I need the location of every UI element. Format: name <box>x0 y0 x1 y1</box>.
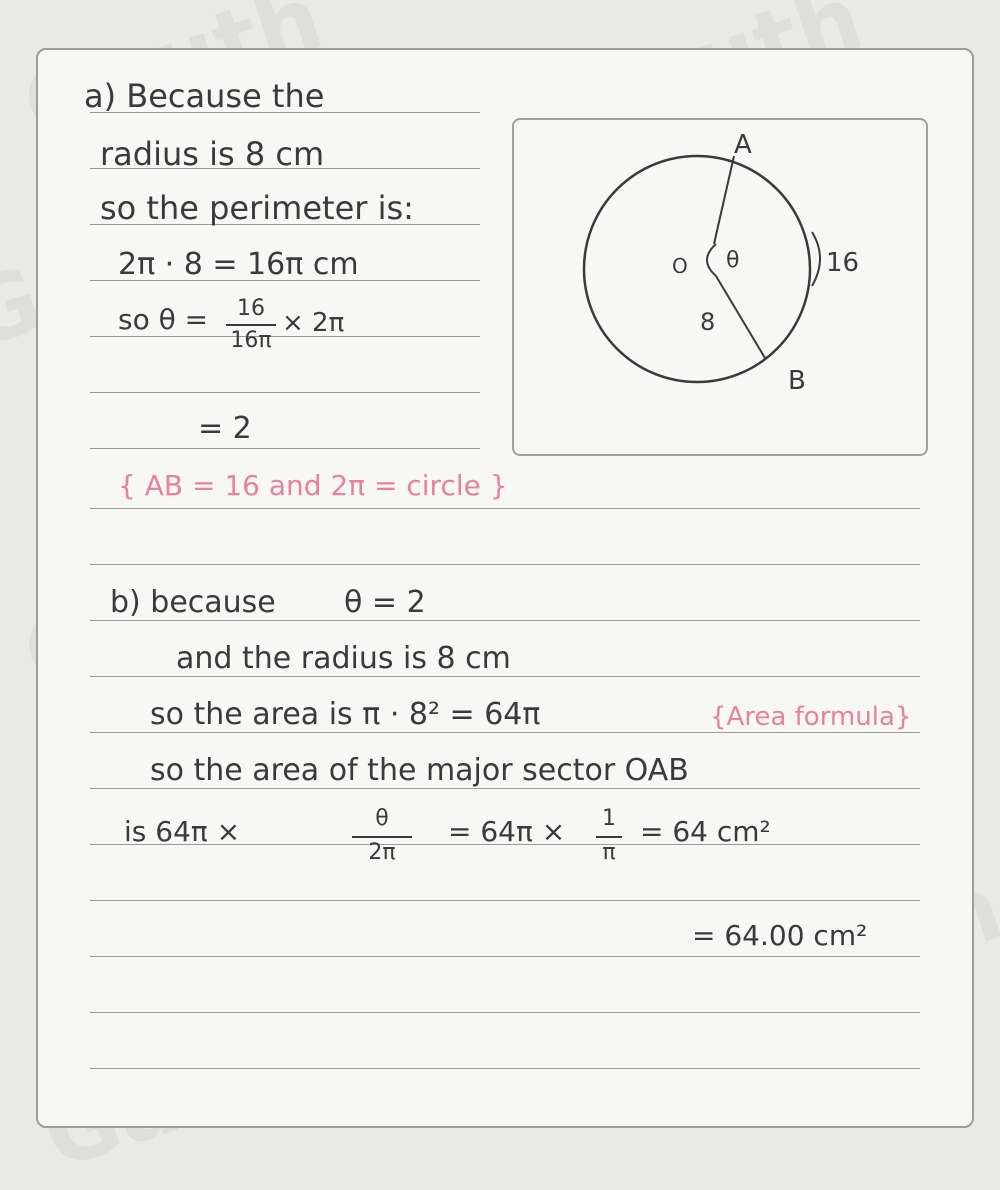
fraction-denominator: 16π <box>230 328 272 353</box>
fraction-bar <box>352 836 412 838</box>
part-b-line-5-result: = 64 cm² <box>640 815 771 848</box>
fraction-denominator: π <box>602 840 616 865</box>
ruled-line <box>90 448 480 449</box>
part-b-line-2: and the radius is 8 cm <box>176 641 511 676</box>
ruled-line <box>90 1068 920 1069</box>
part-a-line-4: 2π · 8 = 16π cm <box>118 247 359 282</box>
part-a-line-1: a) Because the <box>84 77 325 115</box>
ruled-line <box>90 676 920 677</box>
figure-box <box>512 118 928 456</box>
part-b-line-5-mid: = 64π × <box>448 815 566 848</box>
point-label-A: A <box>734 130 752 160</box>
point-label-B: B <box>788 366 806 396</box>
fraction-numerator: 16 <box>237 296 265 321</box>
ruled-line <box>90 788 920 789</box>
part-b-line-6: = 64.00 cm² <box>692 919 868 952</box>
ruled-line <box>90 564 920 565</box>
ruled-line <box>90 900 920 901</box>
part-a-line-2: radius is 8 cm <box>100 135 325 173</box>
fraction-denominator: 2π <box>368 840 396 865</box>
ruled-line <box>90 620 920 621</box>
ruled-line <box>90 392 480 393</box>
fraction-numerator: 1 <box>602 806 616 831</box>
ruled-line <box>90 1012 920 1013</box>
point-label-O: O <box>672 254 688 278</box>
ruled-line <box>90 732 920 733</box>
part-a-note: { AB = 16 and 2π = circle } <box>118 469 508 502</box>
part-a-line-3: so the perimeter is: <box>100 189 414 227</box>
part-a-line-5-prefix: so θ = <box>118 303 209 336</box>
part-a-line-6: = 2 <box>198 411 252 446</box>
part-b-line-1-value: θ = 2 <box>344 585 426 620</box>
part-b-line-1-prefix: b) because <box>110 585 276 620</box>
part-b-line-3-note: {Area formula} <box>710 702 912 732</box>
fraction-numerator: θ <box>375 806 389 831</box>
part-b-line-4: so the area of the major sector OAB <box>150 753 689 788</box>
radius-length-label: 8 <box>700 308 716 336</box>
ruled-line <box>90 508 920 509</box>
angle-label-theta: θ <box>726 248 740 273</box>
fraction-bar <box>226 324 276 326</box>
part-b-line-5-prefix: is 64π × <box>124 815 241 848</box>
arc-length-label: 16 <box>826 248 860 278</box>
part-a-line-5-suffix: × 2π <box>282 308 345 338</box>
part-b-line-3: so the area is π · 8² = 64π <box>150 697 541 732</box>
fraction-bar <box>596 836 622 838</box>
ruled-line <box>90 956 920 957</box>
